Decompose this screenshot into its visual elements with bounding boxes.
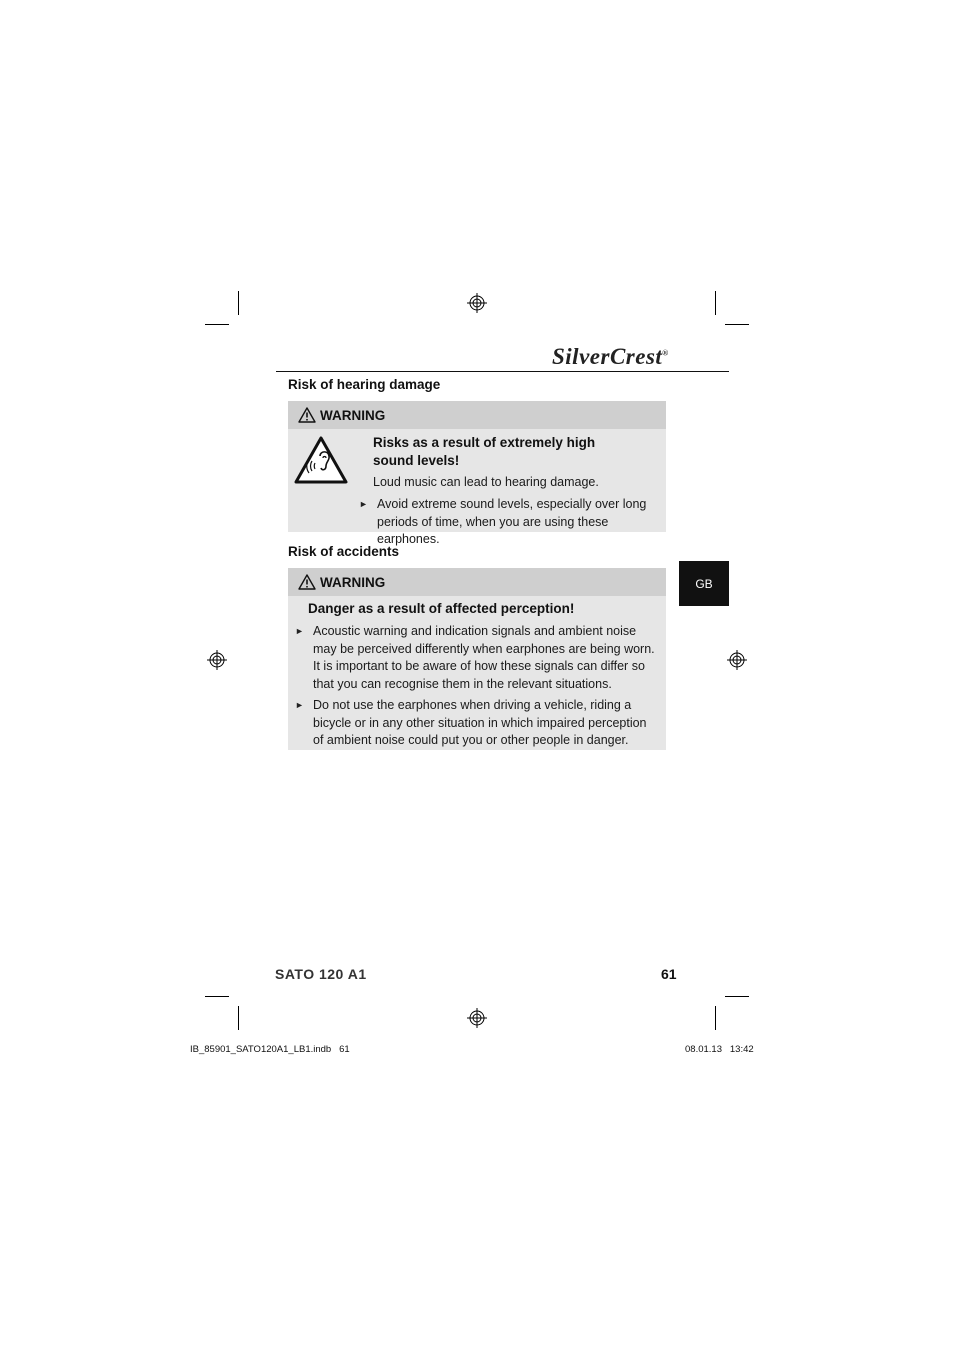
section-title-accidents: Risk of accidents: [288, 544, 400, 559]
warning-instruction: Do not use the earphones when driving a vehicle, riding a bicycle or in any other situation in which impaired perception of ambient noise could put you or other people in danger.: [313, 698, 647, 747]
registration-mark-icon: [467, 293, 487, 313]
crop-mark: [725, 324, 749, 325]
language-tab: GB: [679, 561, 729, 606]
arrow-bullet-icon: ►: [359, 499, 368, 509]
warning-instruction: Acoustic warning and indication signals and ambient noise may be perceived differently when earphones are being worn. It is important to be aware of how these signals can differ so that you can recognise them in the relevant situations.: [313, 624, 655, 691]
crop-mark: [725, 996, 749, 997]
crop-mark: [238, 291, 239, 315]
warning-triangle-icon: [298, 574, 316, 590]
footer-model: SATO 120 A1: [275, 966, 367, 982]
warning-box-hearing: [288, 401, 666, 546]
print-slug-date: 08.01.13 13:42: [685, 1044, 754, 1055]
crop-mark: [205, 996, 229, 997]
page-number: 61: [661, 966, 677, 982]
print-slug-file: IB_85901_SATO120A1_LB1.indb 61: [190, 1044, 350, 1055]
registration-mark-icon: [727, 650, 747, 670]
warning-triangle-icon: [298, 407, 316, 423]
arrow-bullet-icon: ►: [295, 626, 304, 636]
warning-body: Loud music can lead to hearing damage.: [373, 475, 599, 489]
hearing-damage-icon: [293, 435, 349, 485]
warning-instruction: Avoid extreme sound levels, especially over long periods of time, when you are using these earphones.: [377, 497, 647, 546]
warning-box-accidents: [288, 568, 666, 750]
crop-mark: [238, 1006, 239, 1030]
section-title-hearing: Risk of hearing damage: [288, 377, 441, 392]
crop-mark: [715, 291, 716, 315]
registration-mark-icon: [207, 650, 227, 670]
warning-label: WARNING: [320, 407, 386, 423]
warning-label: WARNING: [320, 574, 386, 590]
warning-heading: Danger as a result of affected perception!: [308, 601, 575, 616]
arrow-bullet-icon: ►: [295, 700, 304, 710]
warning-header: [288, 401, 666, 429]
warning-heading: Risks as a result of extremely high sound levels!: [373, 435, 596, 468]
warning-header: [288, 568, 666, 596]
header-rule: [276, 371, 729, 372]
crop-mark: [715, 1006, 716, 1030]
brand-logo: SilverCrest®: [552, 344, 669, 369]
crop-mark: [205, 324, 229, 325]
registration-mark-icon: [467, 1008, 487, 1028]
